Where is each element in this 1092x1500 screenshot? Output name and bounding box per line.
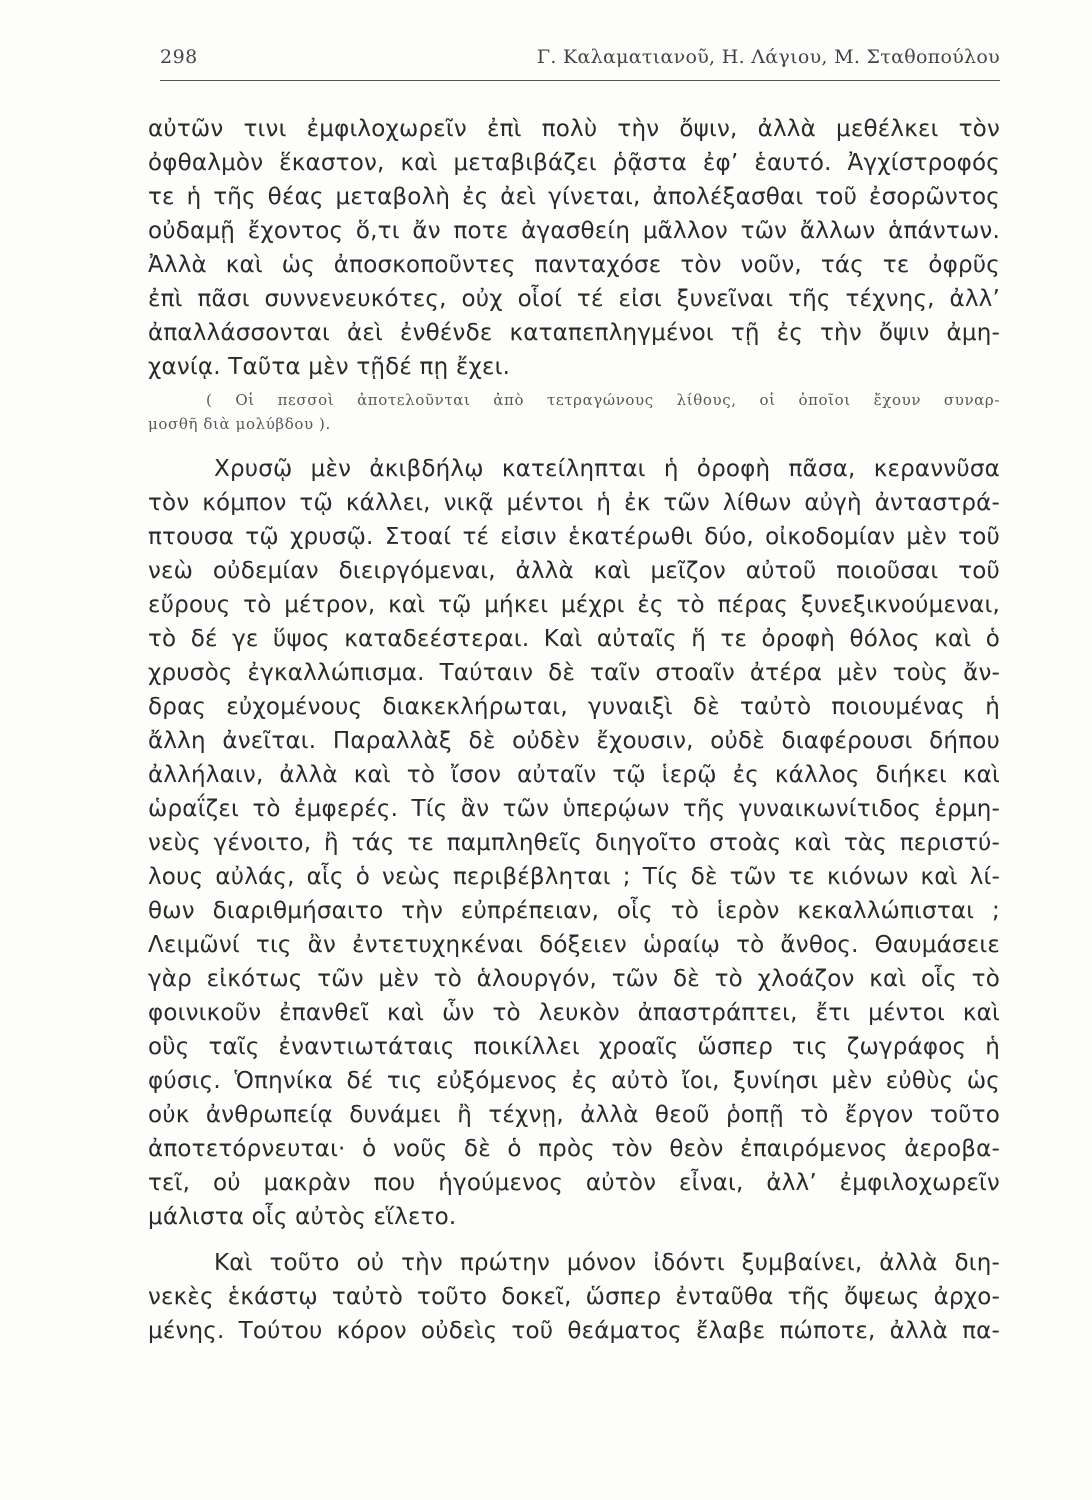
text-line: Χρυσῷ μὲν ἀκιβδήλῳ κατείληπται ἡ ὀροφὴ πᾶσα, κεραννῦσα [214, 456, 1000, 482]
text-line: θων διαριθμήσαιτο τὴν εὐπρέπειαν, οἷς τὸ ἱερὸν κεκαλλώπισται ; [148, 898, 1000, 924]
text-line: Καὶ τοῦτο οὐ τὴν πρώτην μόνον ἰδόντι ξυμβαίνει, ἀλλὰ διη- [214, 1250, 1000, 1276]
text-line: τὸν κόμπον τῷ κάλλει, νικᾷ μέντοι ἡ ἐκ τῶν λίθων αὐγὴ ἀνταστρά- [148, 490, 1000, 516]
page-number: 298 [160, 46, 198, 68]
text-line: οὐδαμῇ ἔχοντος ὅ,τι ἄν ποτε ἀγασθείη μᾶλλον τῶν ἄλλων ἁπάντων. [148, 218, 1000, 244]
text-line: νεὼ οὐδεμίαν διειργόμεναι, ἀλλὰ καὶ μεῖζον αὐτοῦ ποιοῦσαι τοῦ [148, 558, 1000, 584]
text-line: φύσις. Ὁπηνίκα δέ τις εὐξόμενος ἐς αὐτὸ ἴοι, ξυνίησι μὲν εὐθὺς ὡς [148, 1068, 1000, 1094]
text-line: τε ἡ τῆς θέας μεταβολὴ ἐς ἀεὶ γίνεται, ἀπολέξασθαι τοῦ ἐσορῶντος [148, 184, 1000, 210]
paragraph-1 [148, 112, 1000, 384]
text-line: Ἀλλὰ καὶ ὡς ἀποσκοποῦντες πανταχόσε τὸν νοῦν, τάς τε ὀφρῦς [148, 252, 1000, 278]
text-line: αὐτῶν τινι ἐμφιλοχωρεῖν ἐπὶ πολὺ τὴν ὄψιν, ἀλλὰ μεθέλκει τὸν [148, 116, 1000, 142]
text-line: οὓς ταῖς ἐναντιωτάταις ποικίλλει χροαῖς ὥσπερ τις ζωγράφος ἡ [148, 1034, 1000, 1060]
body-text [148, 112, 1000, 1348]
paragraph-3 [148, 1246, 1000, 1348]
text-line: μάλιστα οἷς αὐτὸς εἵλετο. [148, 1204, 457, 1230]
text-line: τεῖ, οὐ μακρὰν που ἡγούμενος αὐτὸν εἶναι, ἀλλ’ ἐμφιλοχωρεῖν [148, 1170, 1000, 1196]
text-line: χρυσὸς ἐγκαλλώπισμα. Ταύταιν δὲ ταῖν στοαῖν ἀτέρα μὲν τοὺς ἄν- [148, 660, 1000, 686]
text-line: νεκὲς ἑκάστῳ ταὐτὸ τοῦτο δοκεῖ, ὥσπερ ἐνταῦθα τῆς ὄψεως ἀρχο- [148, 1284, 1000, 1310]
text-line: δρας εὐχομένους διακεκλήρωται, γυναιξὶ δὲ ταὐτὸ ποιουμένας ἡ [148, 694, 1000, 720]
text-line: Λειμῶνί τις ἂν ἐντετυχηκέναι δόξειεν ὡραίῳ τὸ ἄνθος. Θαυμάσειε [148, 932, 1000, 958]
text-line: μένης. Τούτου κόρον οὐδεὶς τοῦ θεάματος ἔλαβε πώποτε, ἀλλὰ πα- [148, 1318, 1000, 1344]
text-line: ὡραΐζει τὸ ἐμφερές. Τίς ἂν τῶν ὑπερῴων τῆς γυναικωνίτιδος ἑρμη- [148, 796, 1000, 822]
paragraph-2 [148, 452, 1000, 1234]
text-line: νεὺς γένοιτο, ἢ τάς τε παμπληθεῖς διηγοῖτο στοὰς καὶ τὰς περιστύ- [148, 830, 1000, 856]
text-line: ἐπὶ πᾶσι συννενευκότες, οὐχ οἷοί τέ εἰσι ξυνεῖναι τῆς τέχνης, ἀλλ’ [148, 286, 1000, 312]
text-line: ἄλλη ἀνεῖται. Παραλλὰξ δὲ οὐδὲν ἔχουσιν, οὐδὲ διαφέρουσι δήπου [148, 728, 1000, 754]
text-line: τὸ δέ γε ὕψος καταδεέστεραι. Καὶ αὐταῖς ἥ τε ὀροφὴ θόλος καὶ ὁ [148, 626, 1000, 652]
paragraph-gap [148, 1234, 1000, 1246]
text-line: ὀφθαλμὸν ἕκαστον, καὶ μεταβιβάζει ῥᾷστα ἐφ’ ἑαυτό. Ἀγχίστροφός [148, 150, 1000, 176]
text-line: λους αὐλάς, αἷς ὁ νεὼς περιβέβληται ; Τίς δὲ τῶν τε κιόνων καὶ λί- [148, 864, 1000, 890]
running-head [160, 40, 1000, 81]
text-line: εὔρους τὸ μέτρον, καὶ τῷ μήκει μέχρι ἐς τὸ πέρας ξυνεξικνούμεναι, [148, 592, 1000, 618]
text-line: ἀποτετόρνευται· ὁ νοῦς δὲ ὁ πρὸς τὸν θεὸν ἐπαιρόμενος ἀεροβα- [148, 1136, 1000, 1162]
text-line: πτουσα τῷ χρυσῷ. Στοαί τέ εἰσιν ἑκατέρωθι δύο, οἰκοδομίαν μὲν τοῦ [148, 524, 1000, 550]
text-line: οὐκ ἀνθρωπείᾳ δυνάμει ἢ τέχνῃ, ἀλλὰ θεοῦ ῥοπῇ τὸ ἔργον τοῦτο [148, 1102, 1000, 1128]
header-authors: Γ. Καλαματιανοῦ, Η. Λάγιου, Μ. Σταθοπούλου [536, 46, 1000, 68]
footnote-line: μοσθῆ διὰ μολύβδου ). [148, 415, 331, 433]
text-line: φοινικοῦν ἐπανθεῖ καὶ ὧν τὸ λευκὸν ἀπαστράπτει, ἔτι μέντοι καὶ [148, 1000, 1000, 1026]
text-line: ἀλλήλαιν, ἀλλὰ καὶ τὸ ἴσον αὐταῖν τῷ ἱερῷ ἐς κάλλος διήκει καὶ [148, 762, 1000, 788]
text-line: ἀπαλλάσσονται ἀεὶ ἐνθένδε καταπεπληγμένοι τῇ ἐς τὴν ὄψιν ἀμη- [148, 320, 1000, 346]
text-line: γὰρ εἰκότως τῶν μὲν τὸ ἁλουργόν, τῶν δὲ τὸ χλοάζον καὶ οἷς τὸ [148, 966, 1000, 992]
footnote [148, 388, 1000, 436]
footnote-line: ( Οἱ πεσσοὶ ἀποτελοῦνται ἀπὸ τετραγώνους λίθους, οἱ ὁποῖοι ἔχουν συναρ- [206, 391, 1000, 409]
text-line: χανίᾳ. Ταῦτα μὲν τῇδέ πῃ ἔχει. [148, 354, 511, 380]
